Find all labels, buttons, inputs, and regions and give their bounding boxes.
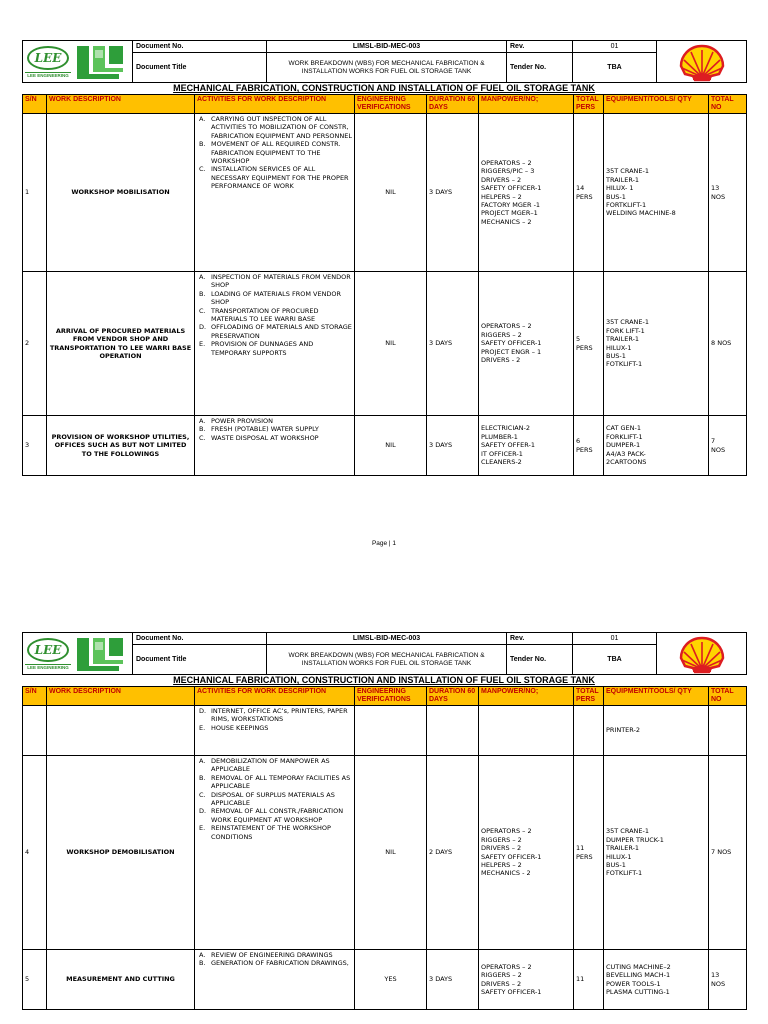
activity-item <box>197 774 352 791</box>
activities-list <box>197 757 352 841</box>
equipment-cell <box>604 114 709 272</box>
activity-letter: E. <box>199 340 206 349</box>
table-row <box>23 706 747 756</box>
equipment-line: BUS-1 <box>606 192 626 201</box>
main-title: MECHANICAL FABRICATION, CONSTRUCTION AND INSTALLATION OF FUEL OIL STORAGE TANK <box>173 675 595 685</box>
activity-letter: B. <box>199 959 206 968</box>
rev-label: Rev. <box>507 41 573 53</box>
activity-text: REVIEW OF ENGINEERING DRAWINGS <box>211 951 333 959</box>
activity-letter: C. <box>199 790 206 799</box>
lee-emblem-icon <box>73 44 127 80</box>
wbs-table <box>22 686 747 1010</box>
activity-item <box>197 340 352 357</box>
total-pers-cell <box>574 950 604 1010</box>
col-header-duration: DURATION 60 DAYS <box>427 95 479 114</box>
col-header-total-no: TOTAL NO <box>709 687 747 706</box>
col-header-equipment: EQUIPMENT/TOOLS/ QTY <box>604 687 709 706</box>
manpower-line: MECHANICS - 2 <box>481 869 531 878</box>
activity-item <box>197 290 352 307</box>
equipment-line: CUTING MACHINE–2 <box>606 962 671 971</box>
activity-letter: A. <box>199 273 206 281</box>
tender-value: TBA <box>573 53 657 83</box>
manpower-line: HELPERS – 2 <box>481 860 522 869</box>
activity-item <box>197 951 352 959</box>
activity-item <box>197 140 352 165</box>
table-row <box>23 416 747 476</box>
equipment-cell <box>604 272 709 416</box>
tender-label: Tender No. <box>507 645 573 675</box>
equipment-line: PLASMA CUTTING-1 <box>606 987 670 996</box>
lee-emblem-icon <box>73 636 127 672</box>
activity-item <box>197 307 352 324</box>
equipment-line: 35T CRANE-1 <box>606 827 649 836</box>
doc-title-value: WORK BREAKDOWN (WBS) FOR MECHANICAL FABRICATION & INSTALLATION WORKS FOR FUEL OIL STORAGE TANK <box>267 53 507 83</box>
table-header-row <box>23 95 747 114</box>
total-pers-cell <box>574 416 604 476</box>
equipment-line: 35T CRANE-1 <box>606 318 649 327</box>
activity-item <box>197 807 352 824</box>
total-pers-cell <box>574 756 604 950</box>
page-1 <box>22 40 746 476</box>
doc-no-label: Document No. <box>133 633 267 645</box>
manpower-line: SAFETY OFFICER-1 <box>481 184 542 193</box>
manpower-cell <box>479 950 574 1010</box>
engineering-cell: NIL <box>355 114 427 272</box>
duration-cell: 3 DAYS <box>427 950 479 1010</box>
total-pers-line: PERS <box>576 192 593 201</box>
sn-cell: 3 <box>23 416 47 476</box>
manpower-line: OPERATORS – 2 <box>481 158 532 167</box>
manpower-line: IT OFFICER-1 <box>481 449 523 458</box>
col-header-sn: S/N <box>23 687 47 706</box>
doc-title-label: Document Title <box>133 53 267 83</box>
activity-letter: D. <box>199 807 207 816</box>
table-row <box>23 950 747 1010</box>
equipment-line: FOTKLIFT-1 <box>606 360 643 369</box>
activity-text: LOADING OF MATERIALS FROM VENDOR SHOP <box>211 289 342 307</box>
equipment-line: 35T CRANE-1 <box>606 167 649 176</box>
activity-item <box>197 791 352 808</box>
col-header-engineering: ENGINEERING VERIFICATIONS <box>355 687 427 706</box>
activities-list <box>197 707 352 732</box>
lee-engineering-logo <box>23 41 133 83</box>
col-header-total-no: TOTAL NO <box>709 95 747 114</box>
rev-value: 01 <box>573 41 657 53</box>
manpower-line: DRIVERS – 2 <box>481 175 522 184</box>
activity-item <box>197 757 352 774</box>
activity-item <box>197 115 352 140</box>
activity-text: REMOVAL OF ALL CONSTR./FABRICATION WORK EQUIPMENT AT WORKSHOP <box>211 807 344 824</box>
page-2 <box>22 632 746 1010</box>
total-no-cell <box>709 706 747 756</box>
total-pers-line: 14 <box>576 184 585 193</box>
total-pers-line: PERS <box>576 445 593 454</box>
activity-text: PROVISION OF DUNNAGES AND TEMPORARY SUPPORTS <box>211 340 314 357</box>
total-no-line: 7 <box>711 437 716 446</box>
lee-logo-caption: LEE ENGINEERING <box>25 664 71 670</box>
table-row <box>23 114 747 272</box>
tender-label: Tender No. <box>507 53 573 83</box>
manpower-cell <box>479 416 574 476</box>
equipment-line: CAT GEN-1 <box>606 424 642 433</box>
equipment-line: TRAILER-1 <box>606 175 640 184</box>
engineering-cell: NIL <box>355 416 427 476</box>
activity-item <box>197 425 352 433</box>
engineering-cell: NIL <box>355 272 427 416</box>
activity-letter: D. <box>199 707 207 715</box>
activities-cell <box>195 114 355 272</box>
activities-cell <box>195 706 355 756</box>
total-pers-line: PERS <box>576 343 593 352</box>
total-pers-line: 11 <box>576 844 585 853</box>
lee-logo-mark: LEE <box>27 46 69 70</box>
activity-text: MOVEMENT OF ALL REQUIRED CONSTR. FABRICATION EQUIPMENT TO THE WORKSHOP <box>211 140 341 166</box>
work-description-cell <box>47 706 195 756</box>
col-header-duration: DURATION 60 DAYS <box>427 687 479 706</box>
activity-item <box>197 165 352 190</box>
activities-list <box>197 273 352 357</box>
duration-cell <box>427 706 479 756</box>
manpower-line: PROJECT MGER–1 <box>481 209 538 218</box>
equipment-line: FORK LIFT-1 <box>606 326 645 335</box>
col-header-sn: S/N <box>23 95 47 114</box>
col-header-manpower: MANPOWER/NO; <box>479 95 574 114</box>
engineering-cell: YES <box>355 950 427 1010</box>
manpower-line: MECHANICS – 2 <box>481 217 532 226</box>
duration-cell: 3 DAYS <box>427 272 479 416</box>
equipment-line: FORTKLIFT-1 <box>606 200 647 209</box>
manpower-line: DRIVERS – 2 <box>481 979 522 988</box>
total-no-line: 13 <box>711 971 720 980</box>
duration-cell: 3 DAYS <box>427 416 479 476</box>
manpower-line: SAFETY OFFICER-1 <box>481 852 542 861</box>
shell-pecten-icon <box>679 636 725 674</box>
activity-letter: B. <box>199 425 206 434</box>
manpower-line: PROJECT ENGR – 1 <box>481 347 542 356</box>
work-description-cell: WORKSHOP MOBILISATION <box>47 114 195 272</box>
col-header-manpower: MANPOWER/NO; <box>479 687 574 706</box>
total-no-line: NOS <box>711 445 726 454</box>
total-no-cell <box>709 272 747 416</box>
equipment-line: TRAILER-1 <box>606 844 640 853</box>
total-no-line: 7 NOS <box>711 848 732 857</box>
doc-title-value: WORK BREAKDOWN (WBS) FOR MECHANICAL FABRICATION & INSTALLATION WORKS FOR FUEL OIL STORAGE TANK <box>267 645 507 675</box>
page-number: Page | 1 <box>371 540 397 547</box>
activity-letter: E. <box>199 824 206 833</box>
manpower-line: DRIVERS – 2 <box>481 844 522 853</box>
activity-letter: A. <box>199 951 206 959</box>
activities-cell <box>195 416 355 476</box>
sn-cell: 5 <box>23 950 47 1010</box>
activity-letter: B. <box>199 140 206 149</box>
equipment-line: BUS-1 <box>606 860 626 869</box>
activity-text: GENERATION OF FABRICATION DRAWINGS, <box>211 959 349 968</box>
activities-cell <box>195 756 355 950</box>
equipment-cell <box>604 416 709 476</box>
manpower-line: OPERATORS – 2 <box>481 322 532 331</box>
shell-logo <box>657 633 747 675</box>
duration-cell: 2 DAYS <box>427 756 479 950</box>
doc-no-label: Document No. <box>133 41 267 53</box>
manpower-cell <box>479 114 574 272</box>
manpower-line: ELECTRICIAN-2 <box>481 424 531 433</box>
activity-text: TRANSPORTATION OF PROCURED MATERIALS TO LEE WARRI BASE <box>211 306 319 324</box>
activity-letter: B. <box>199 773 206 782</box>
total-pers-cell <box>574 114 604 272</box>
activity-item <box>197 724 352 732</box>
equipment-line: BUS-1 <box>606 351 626 360</box>
activity-item <box>197 323 352 340</box>
activity-letter: A. <box>199 417 206 425</box>
sn-cell <box>23 706 47 756</box>
activity-item <box>197 434 352 442</box>
shell-logo <box>657 41 747 83</box>
activity-text: REMOVAL OF ALL TEMPORAY FACILITIES AS APPLICABLE <box>211 773 351 791</box>
activity-item <box>197 273 352 290</box>
activity-text: REINSTATEMENT OF THE WORKSHOP CONDITIONS <box>211 824 331 841</box>
total-no-cell <box>709 950 747 1010</box>
manpower-line: RIGGERS/PIC – 3 <box>481 167 535 176</box>
total-no-line: 13 <box>711 184 720 193</box>
col-header-engineering: ENGINEERING VERIFICATIONS <box>355 95 427 114</box>
lee-logo-caption: LEE ENGINEERING <box>25 72 71 78</box>
activity-letter: E. <box>199 723 206 732</box>
activity-item <box>197 707 352 724</box>
document-header <box>22 40 747 83</box>
equipment-line: HILUX-1 <box>606 343 632 352</box>
equipment-line: TRAILER-1 <box>606 335 640 344</box>
equipment-line: WELDING MACHINE-8 <box>606 209 676 218</box>
col-header-work-description: WORK DESCRIPTION <box>47 95 195 114</box>
col-header-work-description: WORK DESCRIPTION <box>47 687 195 706</box>
work-description-cell: ARRIVAL OF PROCURED MATERIALS FROM VENDOR SHOP AND TRANSPORTATION TO LEE WARRI BASE OPERATION <box>47 272 195 416</box>
activity-item <box>197 959 352 967</box>
total-pers-line: 11 <box>576 975 585 984</box>
wbs-table <box>22 94 747 476</box>
activity-text: INSTALLATION SERVICES OF ALL NECESSARY EQUIPMENT FOR THE PROPER PERFORMANCE OF WORK <box>211 165 349 191</box>
rev-label: Rev. <box>507 633 573 645</box>
activity-letter: B. <box>199 289 206 298</box>
activity-letter: D. <box>199 323 207 332</box>
equipment-cell <box>604 950 709 1010</box>
equipment-cell <box>604 706 709 756</box>
equipment-line: DUMPER TRUCK-1 <box>606 835 664 844</box>
manpower-cell <box>479 272 574 416</box>
manpower-line: OPERATORS – 2 <box>481 962 532 971</box>
col-header-equipment: EQUIPMENT/TOOLS/ QTY <box>604 95 709 114</box>
equipment-line: POWER TOOLS-1 <box>606 979 661 988</box>
equipment-line: HILUX-1 <box>606 852 632 861</box>
duration-cell: 3 DAYS <box>427 114 479 272</box>
manpower-line: HELPERS – 2 <box>481 192 522 201</box>
total-pers-line: 6 <box>576 437 581 446</box>
activity-text: WASTE DISPOSAL AT WORKSHOP <box>211 433 319 442</box>
col-header-total-pers: TOTAL PERS <box>574 687 604 706</box>
activity-letter: C. <box>199 433 206 442</box>
activity-text: POWER PROVISION <box>211 417 273 425</box>
total-no-cell <box>709 114 747 272</box>
activities-list <box>197 417 352 442</box>
manpower-line: RIGGERS – 2 <box>481 330 522 339</box>
manpower-line: SAFETY OFFICER-1 <box>481 987 542 996</box>
lee-logo-mark: LEE <box>27 638 69 662</box>
manpower-line: PLUMBER-1 <box>481 432 518 441</box>
activity-item <box>197 824 352 841</box>
main-title: MECHANICAL FABRICATION, CONSTRUCTION AND INSTALLATION OF FUEL OIL STORAGE TANK <box>173 83 595 93</box>
total-pers-cell <box>574 272 604 416</box>
work-description-cell: PROVISION OF WORKSHOP UTILITIES, OFFICES SUCH AS BUT NOT LIMITED TO THE FOLLOWINGS <box>47 416 195 476</box>
sn-cell: 4 <box>23 756 47 950</box>
manpower-line: SAFETY OFFER-1 <box>481 441 535 450</box>
total-pers-cell <box>574 706 604 756</box>
activities-cell <box>195 272 355 416</box>
work-description-cell: WORKSHOP DEMOBILISATION <box>47 756 195 950</box>
manpower-line: FACTORY MGER -1 <box>481 200 541 209</box>
manpower-line: RIGGERS – 2 <box>481 971 522 980</box>
activity-letter: A. <box>199 757 206 765</box>
equipment-line: PRINTER-2 <box>606 726 641 735</box>
activity-text: CARRYING OUT INSPECTION OF ALL ACTIVITIES TO MOBILIZATION OF CONSTR, FABRICATION EQUIPMENT AND PERSONNEL <box>211 115 352 140</box>
sn-cell: 1 <box>23 114 47 272</box>
equipment-line: HILUX- 1 <box>606 184 634 193</box>
col-header-total-pers: TOTAL PERS <box>574 95 604 114</box>
doc-title-label: Document Title <box>133 645 267 675</box>
activity-letter: C. <box>199 165 206 174</box>
total-no-line: NOS <box>711 192 726 201</box>
activities-list <box>197 951 352 968</box>
equipment-line: A4/A3 PACK- <box>606 449 646 458</box>
engineering-cell: NIL <box>355 756 427 950</box>
manpower-cell <box>479 756 574 950</box>
tender-value: TBA <box>573 645 657 675</box>
manpower-line: CLEANERS-2 <box>481 458 522 467</box>
equipment-line: FORKLIFT-1 <box>606 432 643 441</box>
rev-value: 01 <box>573 633 657 645</box>
shell-pecten-icon <box>679 44 725 82</box>
equipment-line: 2CARTOONS <box>606 458 647 467</box>
col-header-activities: ACTIVITIES FOR WORK DESCRIPTION <box>195 95 355 114</box>
manpower-line: SAFETY OFFICER-1 <box>481 339 542 348</box>
total-no-cell <box>709 756 747 950</box>
manpower-cell <box>479 706 574 756</box>
work-description-cell: MEASUREMENT AND CUTTING <box>47 950 195 1010</box>
engineering-cell <box>355 706 427 756</box>
manpower-line: OPERATORS – 2 <box>481 827 532 836</box>
activity-text: INTERNET, OFFICE AC’s, PRINTERS, PAPER RIMS, WORKSTATIONS <box>211 707 348 724</box>
manpower-line: DRIVERS - 2 <box>481 356 521 365</box>
activity-text: FRESH (POTABLE) WATER SUPPLY <box>211 425 319 434</box>
activities-list <box>197 115 352 191</box>
equipment-line: FOTKLIFT-1 <box>606 869 643 878</box>
manpower-line: RIGGERS – 2 <box>481 835 522 844</box>
equipment-line: DUMPER-1 <box>606 441 641 450</box>
sn-cell: 2 <box>23 272 47 416</box>
activity-text: OFFLOADING OF MATERIALS AND STORAGE PRESERVATION <box>211 323 352 340</box>
activities-cell <box>195 950 355 1010</box>
table-row <box>23 756 747 950</box>
total-no-line: 8 NOS <box>711 339 732 348</box>
lee-engineering-logo <box>23 633 133 675</box>
total-no-line: NOS <box>711 979 726 988</box>
activity-text: HOUSE KEEPINGS <box>211 723 269 732</box>
doc-no-value: LIMSL-BID-MEC-003 <box>267 41 507 53</box>
col-header-activities: ACTIVITIES FOR WORK DESCRIPTION <box>195 687 355 706</box>
total-no-cell <box>709 416 747 476</box>
activity-text: DISPOSAL OF SURPLUS MATERIALS AS APPLICABLE <box>211 790 335 808</box>
document-header <box>22 632 747 675</box>
equipment-line: BEVELLING MACH-1 <box>606 971 671 980</box>
activity-text: INSPECTION OF MATERIALS FROM VENDOR SHOP <box>211 273 351 290</box>
doc-no-value: LIMSL-BID-MEC-003 <box>267 633 507 645</box>
table-header-row <box>23 687 747 706</box>
activity-text: DEMOBILIZATION OF MANPOWER AS APPLICABLE <box>211 757 330 774</box>
activity-letter: C. <box>199 306 206 315</box>
table-row <box>23 272 747 416</box>
activity-letter: A. <box>199 115 206 123</box>
total-pers-line: 5 <box>576 335 581 344</box>
activity-item <box>197 417 352 425</box>
equipment-cell <box>604 756 709 950</box>
total-pers-line: PERS <box>576 852 593 861</box>
